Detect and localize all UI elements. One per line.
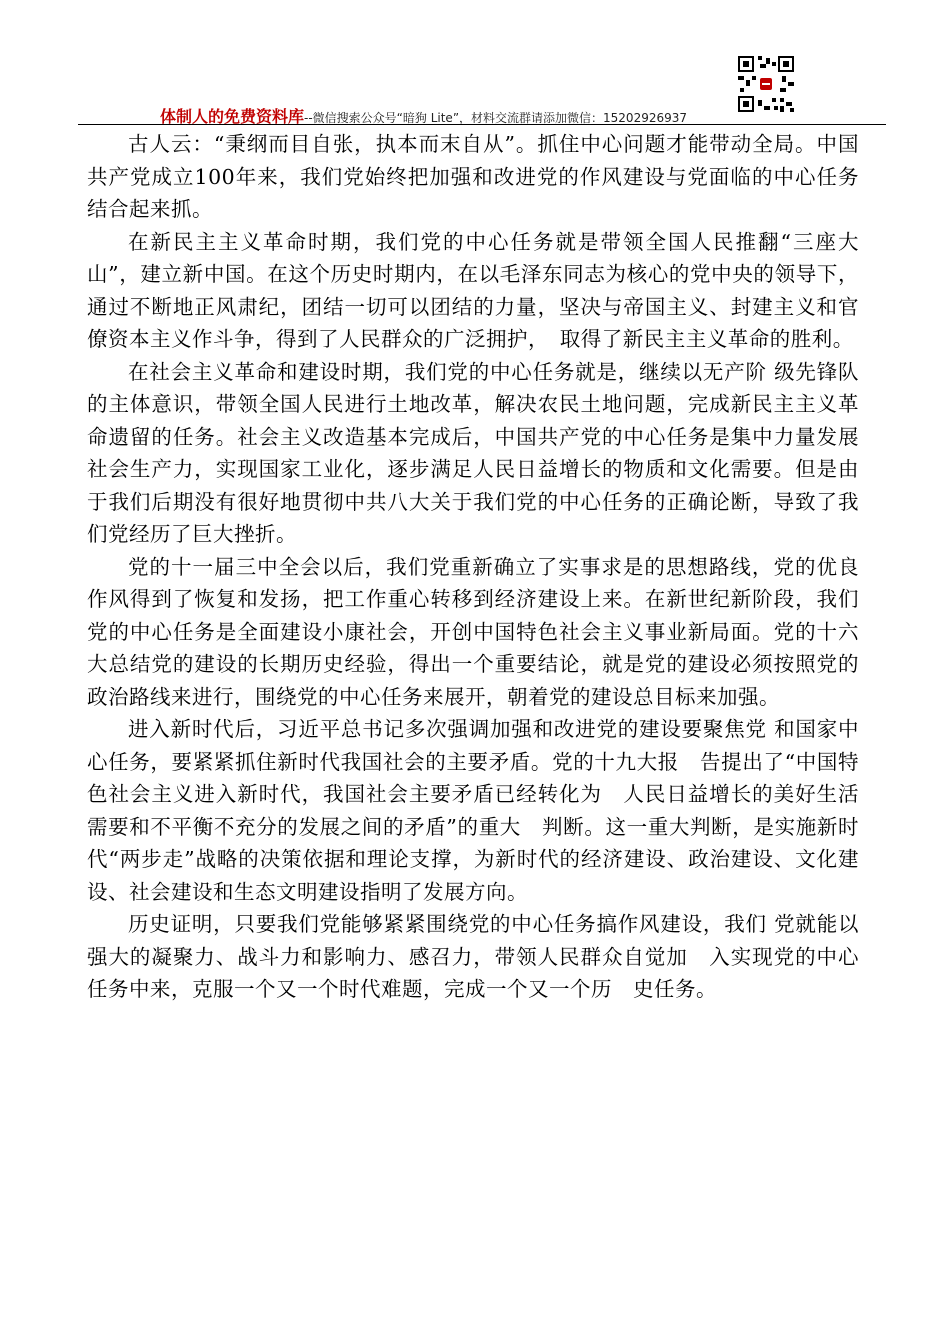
document-body — [87, 128, 859, 1006]
paragraph: 进入新时代后，习近平总书记多次强调加强和改进党的建设要聚焦党 和国家中心任务，要紧紧抓住新时代我国社会的主要矛盾。党的十九大报 告提出了“中国特色社会主义进入新时代，我国社会主要矛盾已经转化为 人民日益增长的美好生活需要和不平衡不充分的发展之间的矛盾”的重大 判断。这一重大判断，是实施新时代“两步走”战略的决策依据和理论支撑，为新时代的经济建设、政治建设、文化建设、社会建设和生态文明建设指明了发展方向。 — [87, 717, 859, 904]
brand-title: 体制人的免费资料库 — [160, 107, 305, 126]
paragraph: 在社会主义革命和建设时期，我们党的中心任务就是，继续以无产阶 级先锋队的主体意识，带领全国人民进行土地改革，解决农民土地问题，完成新民主主义革命遗留的任务。社会主义改造基本完成后，中国共产党的中心任务是集中力量发展社会生产力，实现国家工业化，逐步满足人民日益增长的物质和文化需要。但是由于我们后期没有很好地贯彻中共八大关于我们党的中心任务的正确论断，导致了我们党经历了巨大挫折。 — [87, 359, 859, 546]
paragraph: 在新民主主义革命时期，我们党的中心任务就是带领全国人民推翻“三座大山”，建立新中国。在这个历史时期内，在以毛泽东同志为核心的党中央的领导下，通过不断地正风肃纪，团结一切可以团结的力量，坚决与帝国主义、封建主义和官僚资本主义作斗争，得到了人民群众的广泛拥护， 取得了新民主主义革命的胜利。 — [87, 229, 859, 351]
qr-code-icon — [736, 54, 796, 114]
header-divider — [78, 124, 886, 125]
paragraph: 党的十一届三中全会以后，我们党重新确立了实事求是的思想路线，党的优良作风得到了恢复和发扬，把工作重心转移到经济建设上来。在新世纪新阶段，我们党的中心任务是全面建设小康社会，开创中国特色社会主义事业新局面。党的十六大总结党的建设的长期历史经验，得出一个重要结论，就是党的建设必须按照党的政治路线来进行，围绕党的中心任务来展开，朝着党的建设总目标来加强。 — [87, 554, 859, 709]
paragraph: 历史证明，只要我们党能够紧紧围绕党的中心任务搞作风建设，我们 党就能以强大的凝聚力、战斗力和影响力、感召力，带领人民群众自觉加 入实现党的中心任务中来，克服一个又一个时代难题，完成一个又一个历 史任务。 — [87, 912, 859, 1001]
paragraph: 古人云：“秉纲而目自张，执本而末自从”。抓住中心问题才能带动全局。中国共产党成立100年来，我们党始终把加强和改进党的作风建设与党面临的中心任务结合起来抓。 — [87, 132, 859, 221]
header-note: --微信搜索公众号“暗狗 Lite”，材料交流群请添加微信：15202926937 — [304, 111, 688, 125]
